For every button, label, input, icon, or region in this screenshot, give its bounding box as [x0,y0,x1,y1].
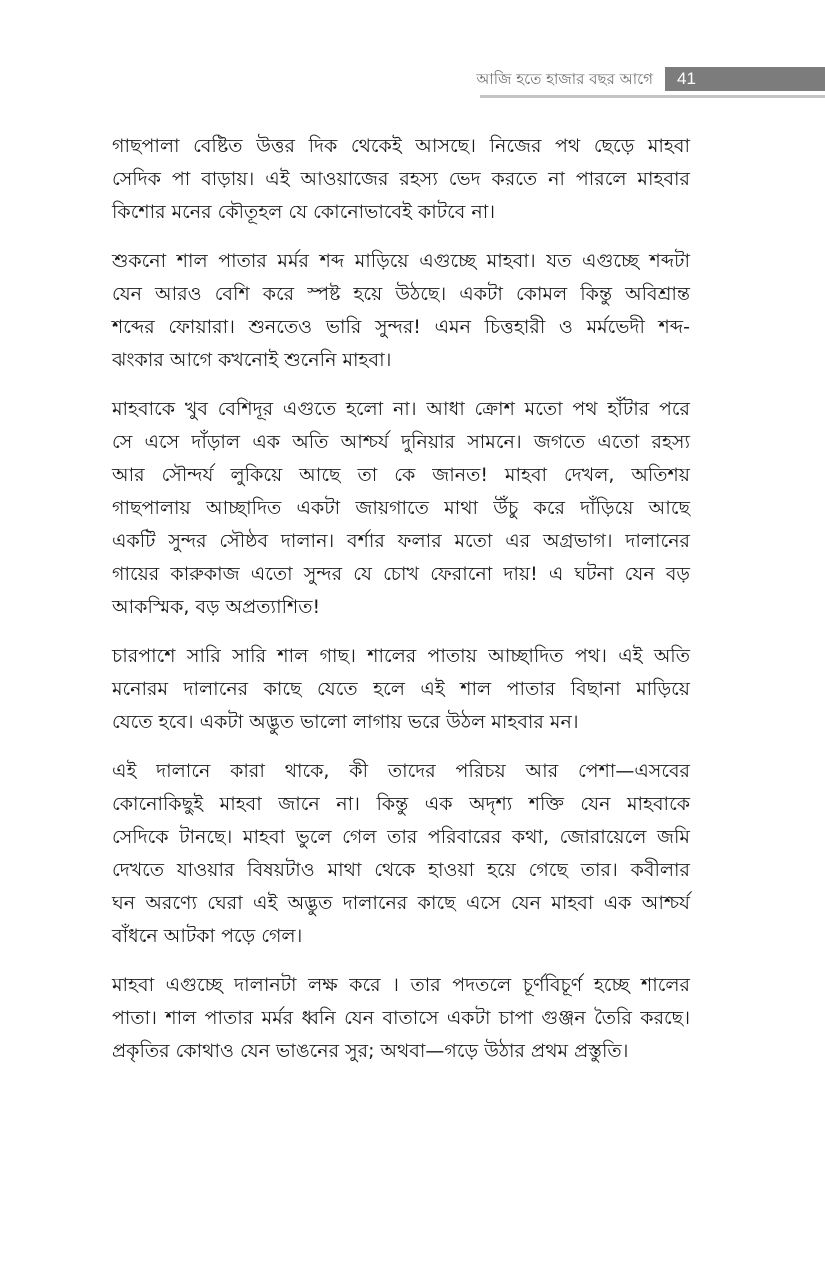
text-line: কোনোকিছুই মাহবা জানে না। কিন্তু এক অদৃশ্য শক্তি যেন মাহবাকে [112,793,690,815]
text-line: গাছপালায় আচ্ছাদিত একটা জায়গাতে মাথা উঁচু করে দাঁড়িয়ে আছে [112,497,690,519]
text-line: গায়ের কারুকাজ এতো সুন্দর যে চোখ ফেরানো দায়! এ ঘটনা যেন বড় [112,563,690,585]
paragraph-2 [112,245,690,377]
text-line: পাতা। শাল পাতার মর্মর ধ্বনি যেন বাতাসে একটা চাপা গুঞ্জন তৈরি করছে। [112,1007,690,1029]
text-line: আর সৌন্দর্য লুকিয়ে আছে তা কে জানত! মাহবা দেখল, অতিশয় [112,464,690,486]
text-line: ঝংকার আগে কখনোই শুনেনি মাহবা। [112,349,392,371]
book-title: আজি হতে হাজার বছর আগে [476,70,653,88]
text-line: সে এসে দাঁড়াল এক অতি আশ্চর্য দুনিয়ার সামনে। জগতে এতো রহস্য [112,431,690,453]
text-line: শব্দের ফোয়ারা। শুনতেও ভারি সুন্দর! এমন চিত্তহারী ও মর্মভেদী শব্দ- [112,316,690,338]
running-header [0,0,825,100]
page-number-box [665,67,825,91]
header-rule [480,95,825,98]
text-line: যেন আরও বেশি করে স্পষ্ট হয়ে উঠছে। একটা কোমল কিন্তু অবিশ্রান্ত [112,283,690,305]
text-line: মাহবাকে খুব বেশিদূর এগুতে হলো না। আধা ক্রোশ মতো পথ হাঁটার পরে [112,398,690,420]
text-line: এই দালানে কারা থাকে, কী তাদের পরিচয় আর পেশা—এসবের [112,760,690,782]
paragraph-3 [112,393,690,624]
paragraph-4 [112,640,690,739]
paragraph-5 [112,755,690,953]
text-line: সেদিক পা বাড়ায়। এই আওয়াজের রহস্য ভেদ করতে না পারলে মাহবার [112,168,690,190]
page-number: 41 [677,69,696,88]
text-line: দেখতে যাওয়ার বিষয়টাও মাথা থেকে হাওয়া হয়ে গেছে তার। কবীলার [112,859,690,881]
text-line: কিশোর মনের কৌতূহল যে কোনোভাবেই কাটবে না। [112,201,496,223]
text-line: চারপাশে সারি সারি শাল গাছ। শালের পাতায় আচ্ছাদিত পথ। এই অতি [112,645,690,667]
text-line: একটি সুন্দর সৌষ্ঠব দালান। বর্শার ফলার মতো এর অগ্রভাগ। দালানের [112,530,690,552]
text-line: গাছপালা বেষ্টিত উত্তর দিক থেকেই আসছে। নিজের পথ ছেড়ে মাহবা [112,135,690,157]
text-line: বাঁধনে আটকা পড়ে গেল। [112,925,303,947]
text-line: মনোরম দালানের কাছে যেতে হলে এই শাল পাতার বিছানা মাড়িয়ে [112,678,690,700]
paragraph-1 [112,130,690,229]
text-line: ঘন অরণ্যে ঘেরা এই অদ্ভুত দালানের কাছে এসে যেন মাহবা এক আশ্চর্য [112,892,690,914]
text-line: মাহবা এগুচ্ছে দালানটা লক্ষ করে । তার পদতলে চূর্ণবিচূর্ণ হচ্ছে শালের [112,974,690,996]
text-line: যেতে হবে। একটা অদ্ভুত ভালো লাগায় ভরে উঠল মাহবার মন। [112,711,579,733]
paragraph-6 [112,969,690,1068]
text-line: শুকনো শাল পাতার মর্মর শব্দ মাড়িয়ে এগুচ্ছে মাহবা। যত এগুচ্ছে শব্দটা [112,250,690,272]
body-text [112,130,690,1084]
text-line: আকস্মিক, বড় অপ্রত্যাশিত! [112,596,321,618]
text-line: সেদিকে টানছে। মাহবা ভুলে গেল তার পরিবারের কথা, জোরায়েলে জমি [112,826,690,848]
text-line: প্রকৃতির কোথাও যেন ভাঙনের সুর; অথবা—গড়ে উঠার প্রথম প্রস্তুতি। [112,1040,629,1062]
